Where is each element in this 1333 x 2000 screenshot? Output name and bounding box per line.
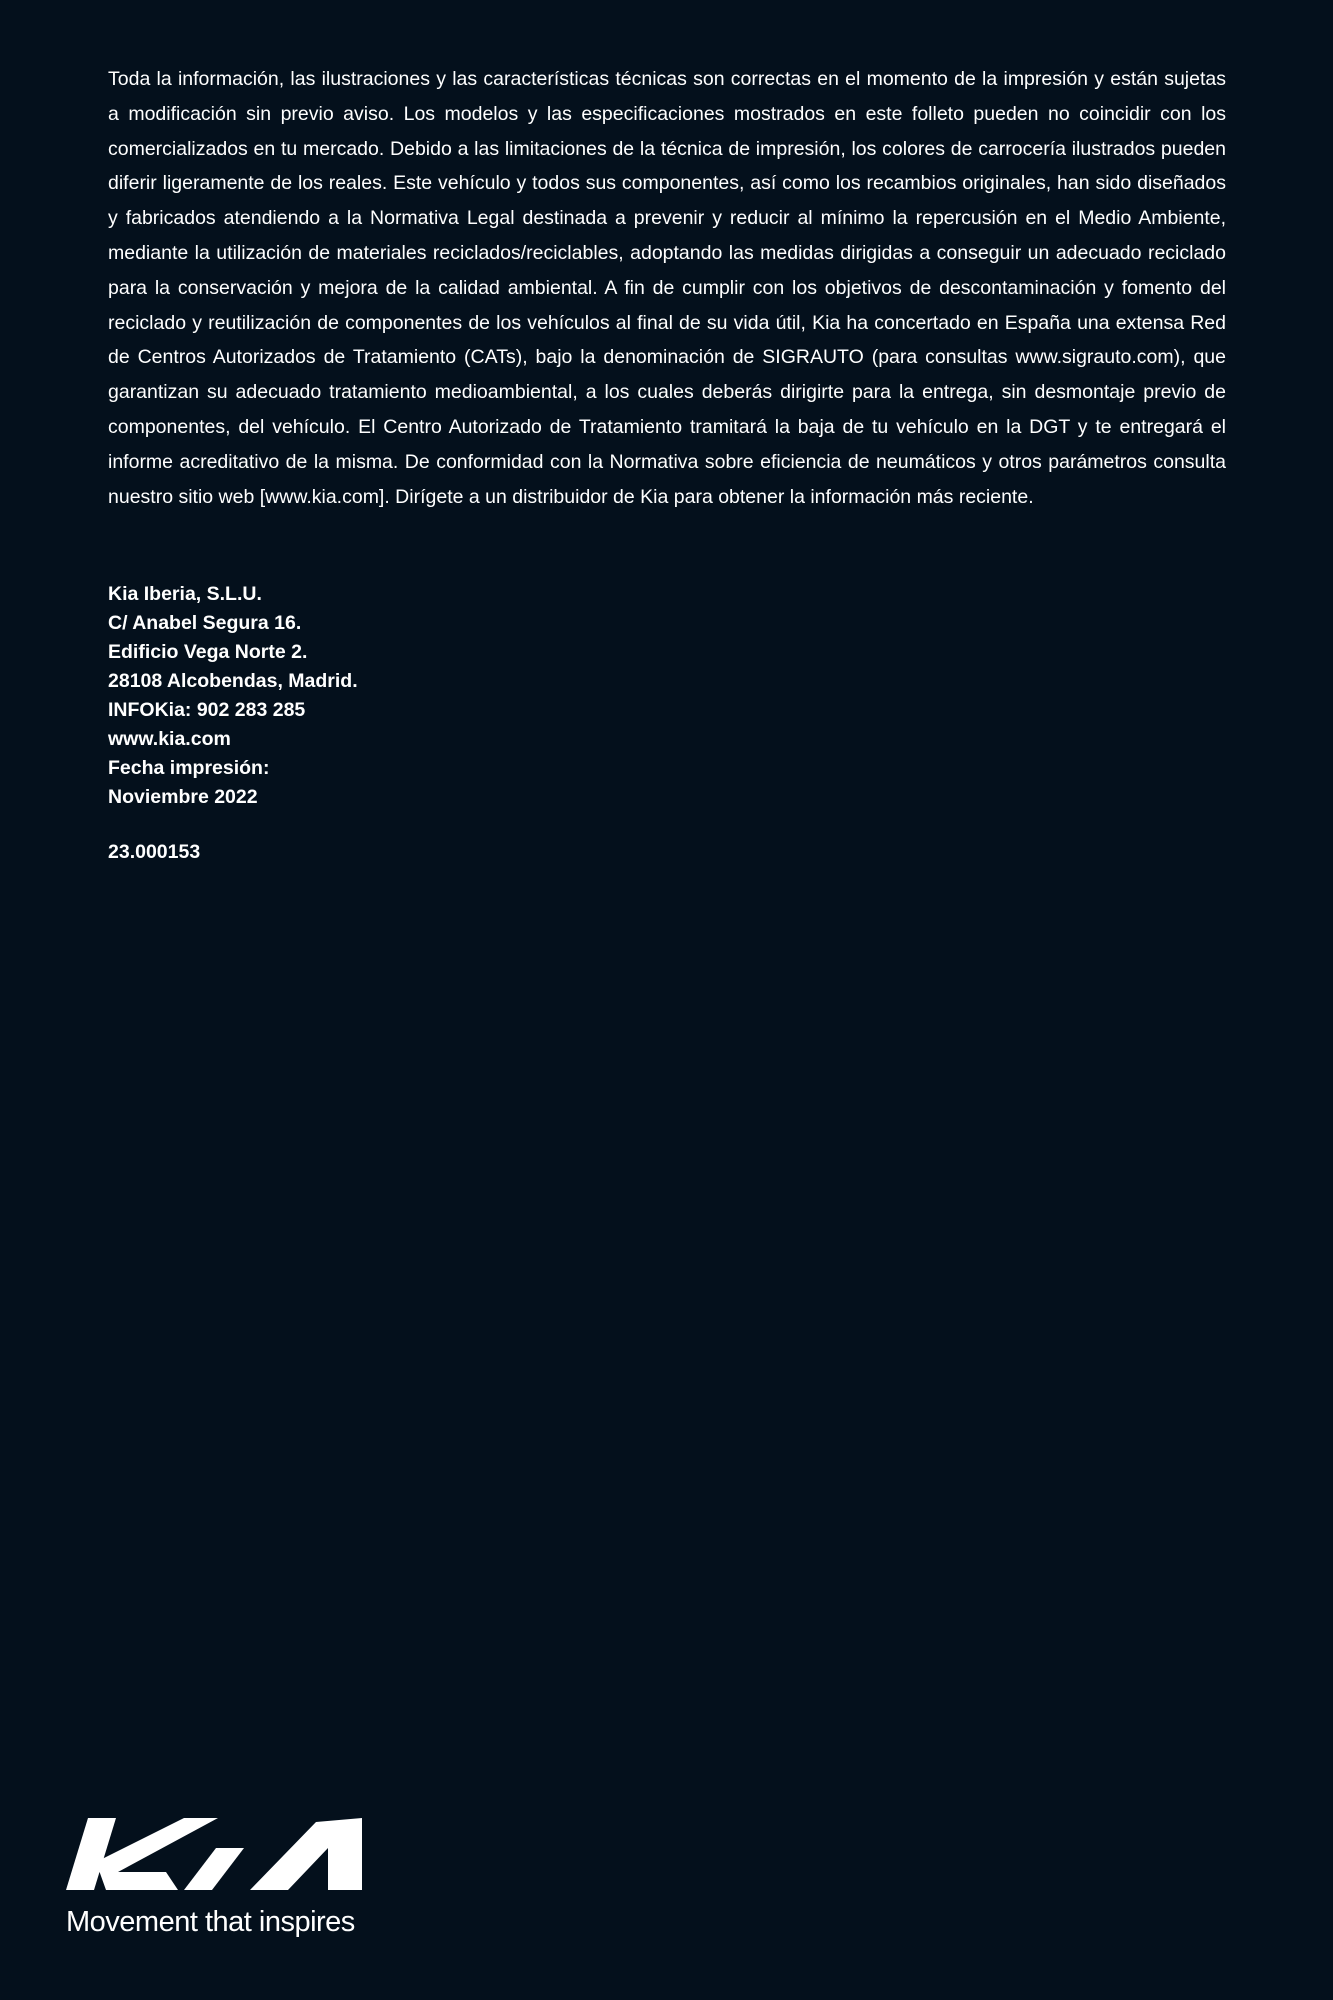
logo-a-block bbox=[250, 1818, 362, 1890]
print-date-label: Fecha impresión: bbox=[108, 757, 270, 779]
print-date: Noviembre 2022 bbox=[108, 786, 258, 808]
document-code: 23.000153 bbox=[108, 841, 201, 863]
company-name: Kia Iberia, S.L.U. bbox=[108, 583, 262, 605]
phone-line: INFOKia: 902 283 285 bbox=[108, 699, 306, 721]
company-address bbox=[108, 580, 358, 812]
legal-disclaimer: Toda la información, las ilustraciones y las características técnicas son correctas en el momento de la impresión y están sujetas a modificación sin previo aviso. Los modelos y las especificaciones mostrados en este folleto pueden no coincidir con los comercializados en tu mercado. Debido a las limitaciones de la técnica de impresión, los colores de carrocería ilustrados pueden diferir ligeramente de los reales. Este vehículo y todos sus componentes, así como los recambios originales, han sido diseñados y fabricados atendiendo a la Normativa Legal destinada a prevenir y reducir al mínimo la repercusión en el Medio Ambiente, mediante la utilización de materiales reciclados/reciclables, adoptando las medidas dirigidas a conseguir un adecuado reciclado para la conservación y mejora de la calidad ambiental. A fin de cumplir con los objetivos de descontaminación y fomento del reciclado y reutilización de componentes de los vehículos al final de su vida útil, Kia ha concertado en España una extensa Red de Centros Autorizados de Tratamiento (CATs), bajo la denominación de SIGRAUTO (para consultas www.sigrauto.com), que garantizan su adecuado tratamiento medioambiental, a los cuales deberás dirigirte para la entrega, sin desmontaje previo de componentes, del vehículo. El Centro Autorizado de Tratamiento tramitará la baja de tu vehículo en la DGT y te entregará el informe acreditativo de la misma. De conformidad con la Normativa sobre eficiencia de neumáticos y otros parámetros consulta nuestro sitio web [www.kia.com]. Dirígete a un distribuidor de Kia para obtener la información más reciente. bbox=[108, 68, 1226, 508]
city-line: 28108 Alcobendas, Madrid. bbox=[108, 670, 358, 692]
kia-logo bbox=[66, 1818, 362, 1890]
brand-tagline: Movement that inspires bbox=[66, 1906, 355, 1938]
website-link[interactable]: www.kia.com bbox=[108, 728, 231, 750]
building-name: Edificio Vega Norte 2. bbox=[108, 641, 308, 663]
logo-i-stroke bbox=[184, 1848, 244, 1890]
street-address: C/ Anabel Segura 16. bbox=[108, 612, 302, 634]
